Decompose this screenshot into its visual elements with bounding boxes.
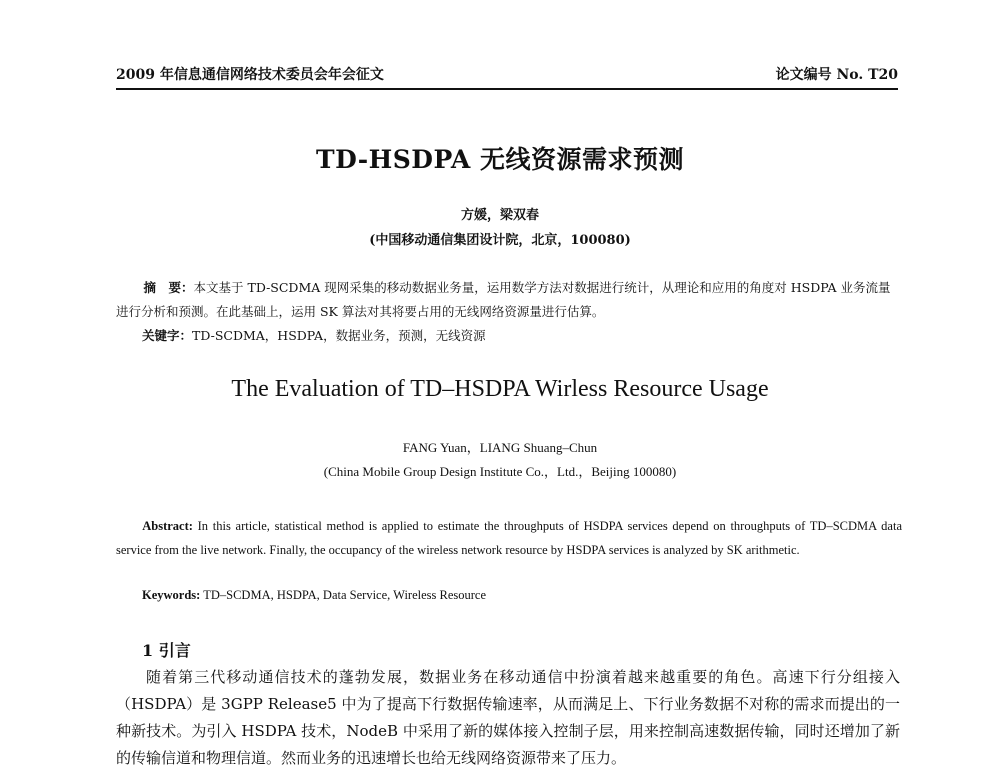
chinese-keywords: [142, 326, 486, 344]
chinese-abstract-text: 本文基于 TD-SCDMA 现网采集的移动数据业务量，运用数学方法对数据进行统计，从理论和应用的角度对 HSDPA 业务流量进行分析和预测。在此基础上，运用 SK 算法对其将要占用的无线网络资源量进行估算。: [116, 280, 891, 319]
english-abstract-text: In this article, statistical method is applied to estimate the throughputs of HSDPA services depend on throughputs of TD–SCDMA data service from the live network. Finally, the occupancy of the wireless network resource by HSDPA services is analyzed by SK arithmetic.: [116, 519, 902, 557]
english-abstract: [116, 514, 902, 562]
header-conference: 2009 年信息通信网络技术委员会年会征文: [116, 67, 384, 83]
english-abstract-label: Abstract:: [142, 519, 193, 533]
english-keywords-label: Keywords:: [142, 588, 201, 602]
chinese-abstract: [116, 276, 900, 324]
chinese-keywords-label: 关键字：: [142, 328, 193, 343]
chinese-affiliation: (中国移动通信集团设计院，北京，100080): [369, 233, 631, 248]
chinese-title: TD-HSDPA 无线资源需求预测: [315, 145, 685, 174]
english-affiliation: (China Mobile Group Design Institute Co.，Ltd.，Beijing 100080): [323, 464, 677, 479]
chinese-abstract-label: 摘 要：: [143, 280, 194, 295]
english-keywords-text: TD–SCDMA, HSDPA, Data Service, Wireless Resource: [200, 588, 487, 602]
english-title: The Evaluation of TD–HSDPA Wirless Resource Usage: [231, 376, 769, 402]
chinese-authors: 方媛，梁双春: [460, 208, 539, 223]
page-header: [116, 62, 898, 90]
chinese-keywords-text: TD-SCDMA，HSDPA，数据业务，预测，无线资源: [192, 328, 486, 343]
english-authors: FANG Yuan，LIANG Shuang–Chun: [402, 440, 598, 455]
header-paper-number: 论文编号 No. T20: [775, 67, 898, 83]
section-paragraph: 随着第三代移动通信技术的蓬勃发展，数据业务在移动通信中扮演着越来越重要的角色。高速下行分组接入（HSDPA）是 3GPP Release5 中为了提高下行数据传输速率，从而满足上、下行业务数据不对称的需求而提出的一种新技术。为引入 HSDPA 技术，NodeB 中采用了新的媒体接入控制子层，用来控制高速数据传输，同时还增加了新的传输信道和物理信道。然而业务的迅速增长也给无线网络资源带来了压力。: [116, 668, 900, 767]
section-body: [116, 664, 900, 772]
english-keywords: [142, 588, 486, 603]
section-heading: 1 引言: [142, 641, 191, 660]
